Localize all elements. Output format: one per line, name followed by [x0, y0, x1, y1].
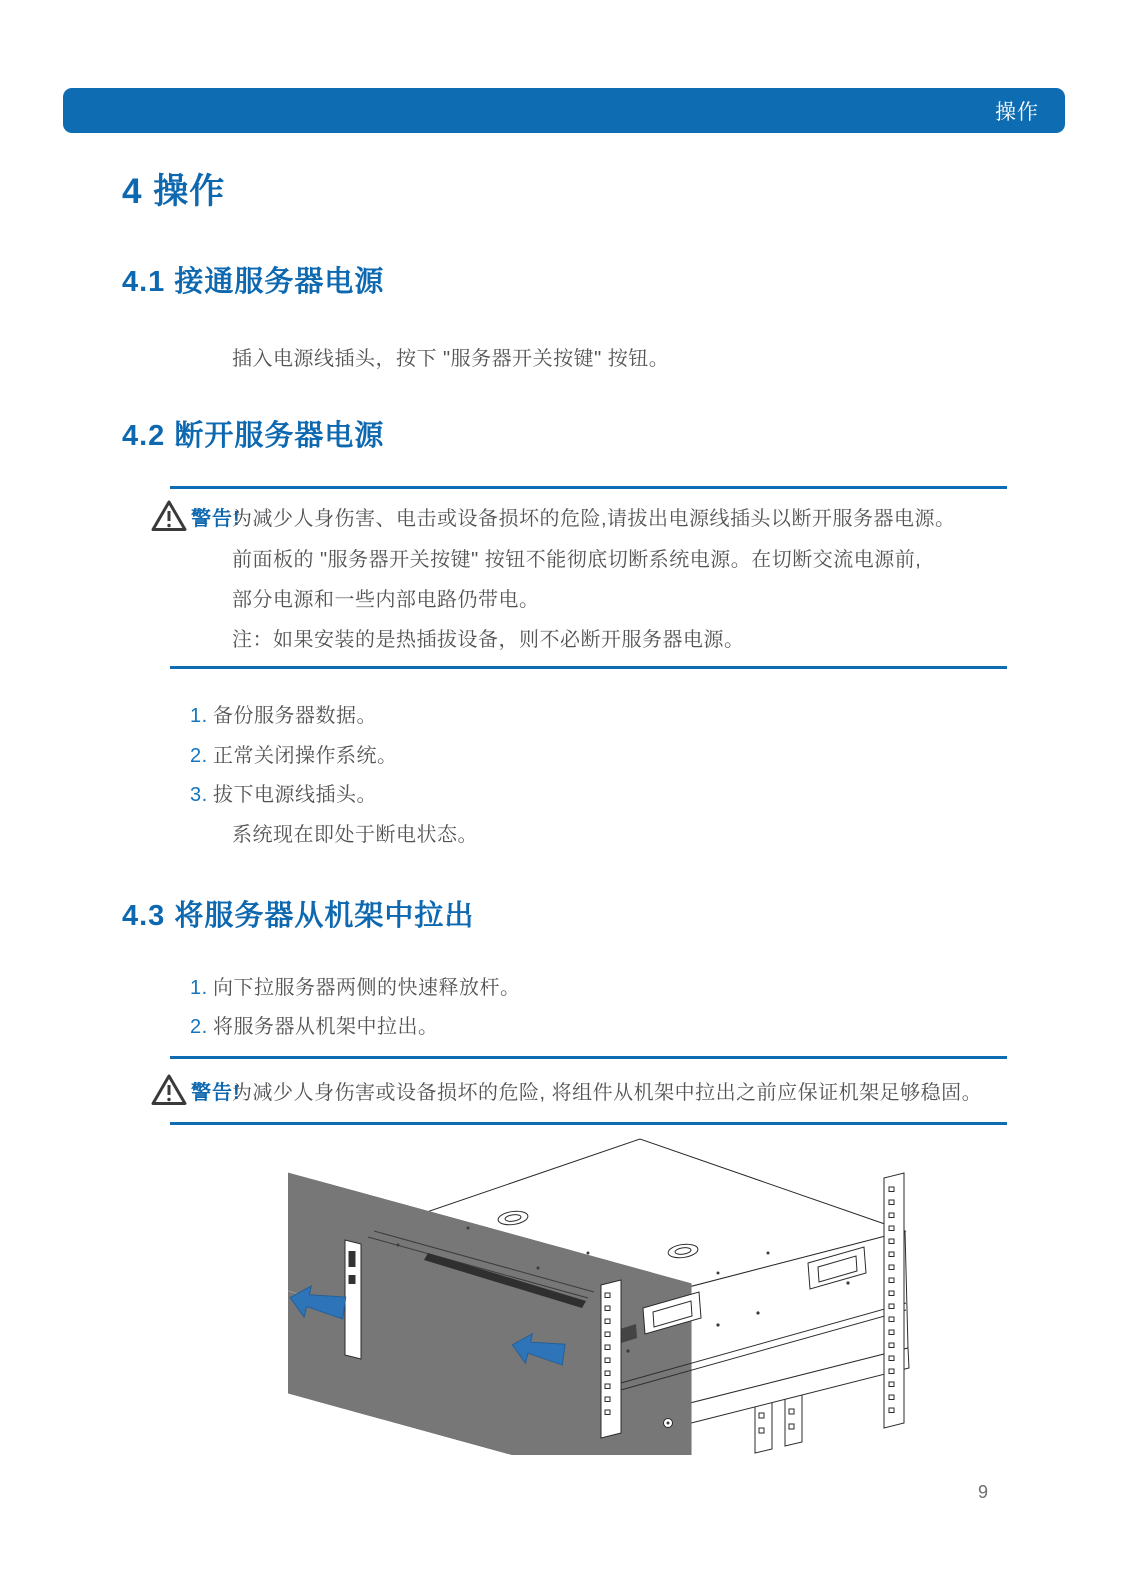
warning-label: 警告!: [191, 508, 241, 530]
chapter-header-bar: [63, 88, 1065, 133]
warning-triangle-icon: [151, 499, 187, 532]
step-item: [190, 971, 521, 1000]
step-note: 系统现在即处于断电状态。: [232, 824, 478, 846]
step-text: 拔下电源线插头。: [213, 784, 377, 806]
step-item: [190, 699, 377, 728]
step-number: 2.: [190, 1016, 208, 1038]
section-heading-4-2: 4.2 断开服务器电源: [122, 420, 385, 452]
step-text: 正常关闭操作系统。: [213, 745, 398, 767]
warning-rule-top: [170, 1056, 1007, 1059]
warning-line: 前面板的 "服务器开关按键" 按钮不能彻底切断系统电源。在切断交流电源前,: [232, 549, 922, 571]
step-text: 将服务器从机架中拉出。: [213, 1016, 439, 1038]
step-number: 3.: [190, 784, 208, 806]
chapter-header-label: 操作: [995, 100, 1039, 124]
step-item: [190, 739, 398, 768]
section-heading-4-3: 4.3 将服务器从机架中拉出: [122, 900, 475, 932]
step-item: [190, 778, 377, 807]
warning-line: 注：如果安装的是热插拔设备，则不必断开服务器电源。: [232, 629, 745, 651]
warning-label: 警告!: [191, 1082, 241, 1104]
warning-line: 部分电源和一些内部电路仍带电。: [232, 589, 540, 611]
warning-rule-bottom: [170, 1122, 1007, 1125]
warning-rule-top: [170, 486, 1007, 489]
server-rack-figure: [288, 1133, 912, 1455]
warning-line: 为减少人身伤害、电击或设备损坏的危险,请拔出电源线插头以断开服务器电源。: [232, 508, 956, 530]
warning-triangle-icon: [151, 1073, 187, 1106]
step-number: 2.: [190, 745, 208, 767]
section-heading-4-1: 4.1 接通服务器电源: [122, 266, 385, 298]
warning-rule-bottom: [170, 666, 1007, 669]
step-text: 备份服务器数据。: [213, 705, 377, 727]
warning-line: 为减少人身伤害或设备损坏的危险, 将组件从机架中拉出之前应保证机架足够稳固。: [232, 1082, 983, 1104]
chapter-title: 4 操作: [122, 172, 226, 211]
section-4-1-body: 插入电源线插头，按下 "服务器开关按键" 按钮。: [232, 348, 670, 370]
step-text: 向下拉服务器两侧的快速释放杆。: [213, 977, 521, 999]
step-number: 1.: [190, 977, 208, 999]
page-number: 9: [978, 1482, 989, 1502]
step-item: [190, 1010, 439, 1039]
step-number: 1.: [190, 705, 208, 727]
